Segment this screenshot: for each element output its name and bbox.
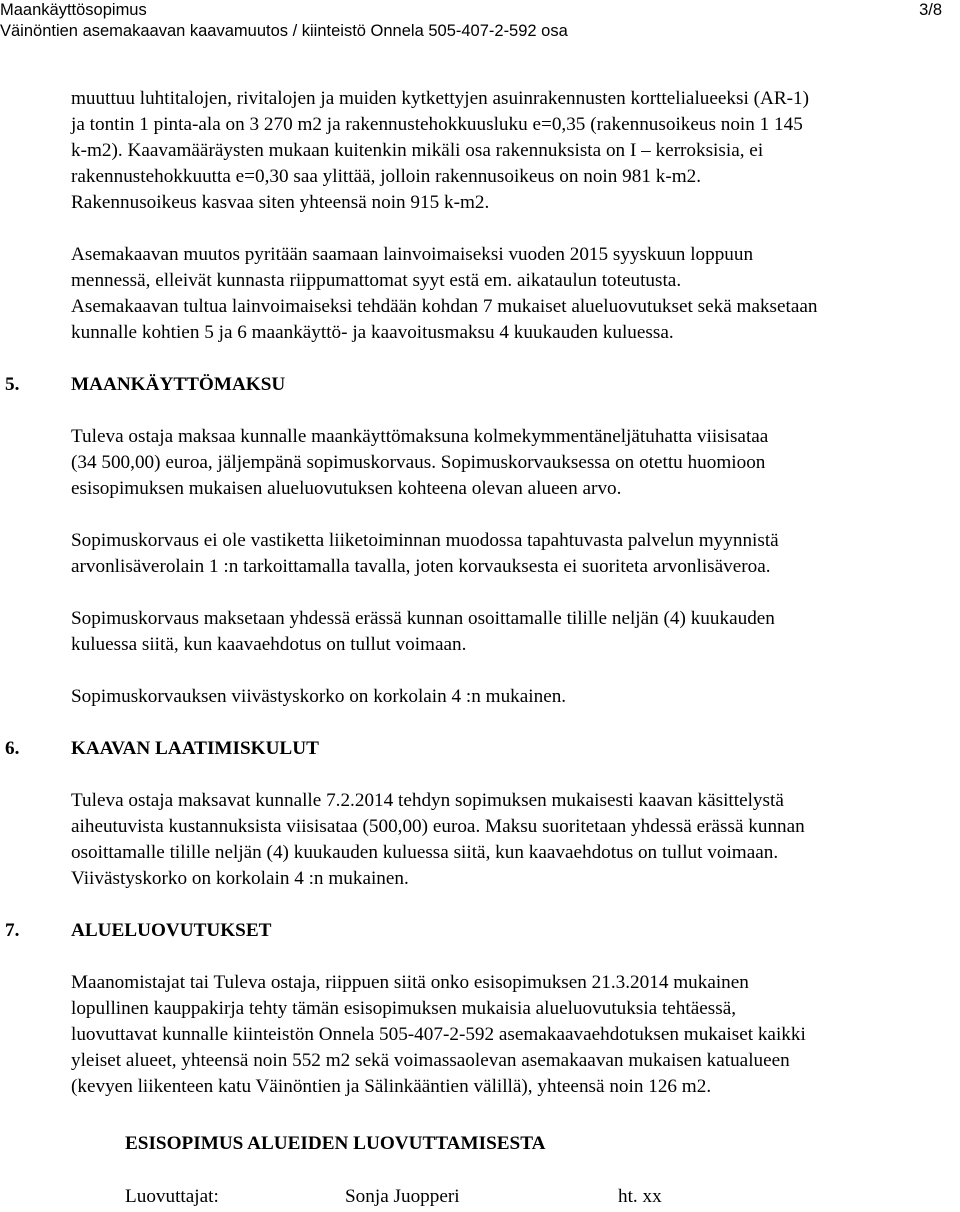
- section-5-heading: [5, 372, 951, 398]
- paragraph-land-use-fee: Tuleva ostaja maksaa kunnalle maankäyttömaksuna kolmekymmentäneljätuhatta viisisataa (34 500,00) euroa, jäljempänä sopimuskorvaus. Sopimuskorvauksessa on otettu huomioon esisopimuksen mukaisen alueluovutuksen kohteena olevan alueen arvo.: [71, 426, 769, 499]
- page-header: [0, 0, 960, 44]
- paragraph-area-transfers: Maanomistajat tai Tuleva ostaja, riippuen siitä onko esisopimuksen 21.3.2014 mukainen lopullinen kauppakirja tehty tämän esisopimuksen mukaisia alueluovutuksia tehtäessä, luovuttavat kunnalle kiinteistön Onnela 505-407-2-592 asemakaavaehdotuksen mukaiset kaikki yleiset alueet, yhteensä noin 552 m2 sekä voimassaolevan asemakaavan mukaisen katualueen (kevyen liikenteen katu Väinöntien ja Sälinkääntien välillä), yhteensä noin 126 m2.: [71, 972, 806, 1097]
- section-7-heading: [5, 918, 951, 944]
- document-body: [5, 86, 951, 1100]
- transferor-name: Sonja Juopperi: [345, 1186, 460, 1207]
- section-number: 6.: [5, 738, 20, 759]
- paragraph-schedule: Asemakaavan muutos pyritään saamaan lainvoimaiseksi vuoden 2015 syyskuun loppuun mennessä, elleivät kunnasta riippumattomat syyt estä em. aikataulun toteutusta. Asemakaavan tultua lainvoimaiseksi tehdään kohdan 7 mukaiset alueluovutukset sekä maksetaan kunnalle kohtien 5 ja 6 maankäyttö- ja kaavoitusmaksu 4 kuukauden kuluessa.: [71, 244, 818, 343]
- document-subtitle: Väinöntien asemakaavan kaavamuutos / kiinteistö Onnela 505-407-2-592 osa: [0, 22, 568, 40]
- section-title: MAANKÄYTTÖMAKSU: [71, 374, 286, 395]
- section-6-heading: [5, 736, 951, 762]
- paragraph-building-rights: muuttuu luhtitalojen, rivitalojen ja muiden kytkettyjen asuinrakennusten korttelialueeksi (AR-1) ja tontin 1 pinta-ala on 3 270 m2 ja rakennustehokkuusluku e=0,35 (rakennusoikeus noin 1 145 k-m2). Kaavamääräysten mukaan kuitenkin mikäli osa rakennuksista on I – kerroksisia, ei rakennustehokkuutta e=0,30 saa ylittää, jolloin rakennusoikeus on noin 981 k-m2. Rakennusoikeus kasvaa siten yhteensä noin 915 k-m2.: [71, 88, 810, 213]
- paragraph-plan-costs: Tuleva ostaja maksavat kunnalle 7.2.2014 tehdyn sopimuksen mukaisesti kaavan käsittelystä aiheutuvista kustannuksista viisisataa (500,00) euroa. Maksu suoritetaan yhdessä erässä kunnan osoittamalle tilille neljän (4) kuukauden kuluessa siitä, kun kaavaehdotus on tullut voimaan. Viivästyskorko on korkolain 4 :n mukainen.: [71, 790, 805, 889]
- page-number: 3/8: [919, 1, 942, 19]
- transferors-label: Luovuttajat:: [125, 1186, 219, 1207]
- document-title: Maankäyttösopimus: [0, 1, 147, 19]
- paragraph-payment: Sopimuskorvaus maksetaan yhdessä erässä kunnan osoittamalle tilille neljän (4) kuukauden kuluessa siitä, kun kaavaehdotus on tullut voimaan.: [71, 608, 775, 655]
- signature-row: [125, 1184, 945, 1210]
- ownership-share: ht. xx: [618, 1186, 662, 1207]
- section-number: 5.: [5, 374, 20, 395]
- section-number: 7.: [5, 920, 20, 941]
- section-title: ALUELUOVUTUKSET: [71, 920, 272, 941]
- closing-title: ESISOPIMUS ALUEIDEN LUOVUTTAMISESTA: [125, 1133, 546, 1154]
- paragraph-interest: Sopimuskorvauksen viivästyskorko on korkolain 4 :n mukainen.: [71, 686, 567, 707]
- section-title: KAAVAN LAATIMISKULUT: [71, 738, 319, 759]
- paragraph-vat: Sopimuskorvaus ei ole vastiketta liiketoiminnan muodossa tapahtuvasta palvelun myynnistä arvonlisäverolain 1 :n tarkoittamalla tavalla, joten korvauksesta ei suoriteta arvonlisäveroa.: [71, 530, 779, 577]
